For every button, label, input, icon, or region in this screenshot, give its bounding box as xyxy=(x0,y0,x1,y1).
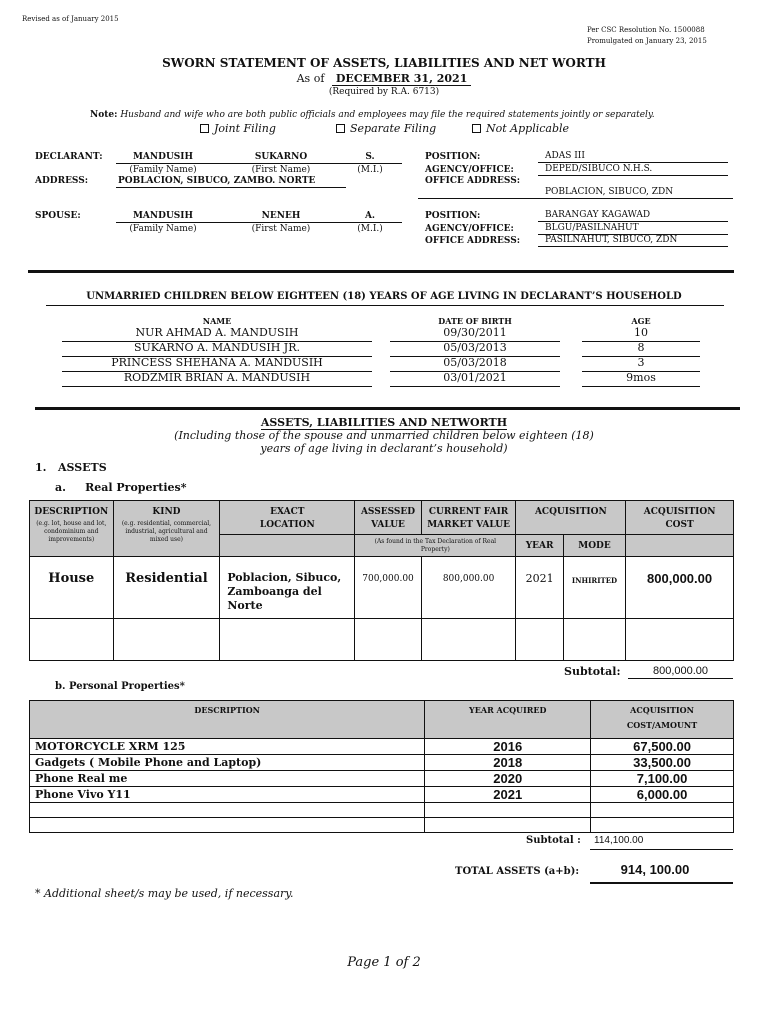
personal-subtotal-value: 114,100.00 xyxy=(594,835,644,846)
real-header-cost-1: ACQUISITION xyxy=(643,507,716,517)
spouse-office-address: PASILNAHUT, SIBUCO, ZDN xyxy=(545,235,678,245)
child-row-rule xyxy=(390,386,560,387)
child-age: 10 xyxy=(634,326,648,339)
joint-filing-option[interactable] xyxy=(200,122,276,135)
real-mode: INHIRITED xyxy=(563,557,625,619)
child-name: SUKARNO A. MANDUSIH JR. xyxy=(134,341,300,354)
real-header-location-1: EXACT xyxy=(270,507,305,517)
real-header-kind xyxy=(113,501,220,557)
empty-cell xyxy=(30,619,114,661)
as-of-label: As of xyxy=(296,72,325,85)
personal-desc: Phone Vivo Y11 xyxy=(30,787,425,803)
separate-filing-option[interactable] xyxy=(336,122,436,135)
office-address-underline xyxy=(418,198,733,199)
personal-row xyxy=(30,771,734,787)
children-col-name: NAME xyxy=(202,316,232,326)
personal-cost: 7,100.00 xyxy=(591,771,734,787)
personal-row xyxy=(30,739,734,755)
joint-filing-checkbox[interactable] xyxy=(200,124,209,133)
note-text: Husband and wife who are both public officials and employees may file the required statements jointly or separately. xyxy=(120,110,655,120)
real-row-1 xyxy=(30,557,734,619)
aln-sub1: (Including those of the spouse and unmarried children below eighteen (18) xyxy=(174,429,594,442)
note-label: Note: xyxy=(90,110,118,120)
real-header-location xyxy=(220,501,355,535)
children-col-age: AGE xyxy=(631,316,651,326)
spouse-first-name: NENEH xyxy=(261,211,301,221)
children-col-dob: DATE OF BIRTH xyxy=(438,316,512,326)
aln-sub2: years of age living in declarant’s household) xyxy=(260,442,508,455)
empty-cell xyxy=(30,803,425,818)
personal-cost: 6,000.00 xyxy=(591,787,734,803)
declarant-family-name: MANDUSIH xyxy=(132,152,194,162)
child-age: 9mos xyxy=(626,371,656,384)
not-applicable-label: Not Applicable xyxy=(486,122,570,135)
spouse-family-caption: (Family Name) xyxy=(129,224,197,234)
declarant-address: POBLACION, SIBUCO, ZAMBO. NORTE xyxy=(118,176,316,186)
page-number: Page 1 of 2 xyxy=(347,955,421,970)
assets-label: 1. ASSETS xyxy=(35,461,107,474)
total-assets-label: TOTAL ASSETS (a+b): xyxy=(455,866,580,877)
real-subtotal-underline xyxy=(628,678,733,679)
real-year: 2021 xyxy=(516,557,563,619)
empty-cell xyxy=(421,619,516,661)
real-header-mode: MODE xyxy=(563,535,625,557)
real-header-location-2: LOCATION xyxy=(259,520,315,530)
real-header-description xyxy=(30,501,114,557)
empty-cell xyxy=(626,619,734,661)
empty-cell xyxy=(355,619,421,661)
child-name: PRINCESS SHEHANA A. MANDUSIH xyxy=(111,356,323,369)
declarant-mi-caption: (M.I.) xyxy=(357,165,383,175)
empty-cell xyxy=(591,818,734,833)
declarant-position: ADAS III xyxy=(545,151,585,161)
empty-cell xyxy=(591,803,734,818)
real-location: Poblacion, Sibuco, Zamboanga del Norte xyxy=(220,557,355,619)
spouse-family-name: MANDUSIH xyxy=(132,211,194,221)
section-divider-1 xyxy=(28,270,734,273)
child-name: RODZMIR BRIAN A. MANDUSIH xyxy=(123,371,311,384)
child-dob: 05/03/2018 xyxy=(443,356,507,369)
real-header-cost-blank xyxy=(626,535,734,557)
personal-cost: 33,500.00 xyxy=(591,755,734,771)
spouse-position-underline xyxy=(538,221,728,222)
empty-cell xyxy=(113,619,220,661)
not-applicable-checkbox[interactable] xyxy=(472,124,481,133)
real-header-fmv xyxy=(421,501,516,535)
real-header-assessed xyxy=(355,501,421,535)
note-line xyxy=(90,110,655,120)
personal-row-empty xyxy=(30,803,734,818)
child-dob: 03/01/2021 xyxy=(443,371,507,384)
personal-cost: 67,500.00 xyxy=(591,739,734,755)
agency-label: AGENCY/OFFICE: xyxy=(425,165,514,175)
not-applicable-option[interactable] xyxy=(472,122,569,135)
spouse-agency-label: AGENCY/OFFICE: xyxy=(425,224,514,234)
real-fmv: 800,000.00 xyxy=(421,557,516,619)
real-properties-label: a. Real Properties* xyxy=(55,481,187,494)
personal-row-empty xyxy=(30,818,734,833)
real-header-description-label: DESCRIPTION xyxy=(34,507,109,517)
personal-row xyxy=(30,755,734,771)
child-age: 3 xyxy=(637,356,645,369)
empty-cell xyxy=(220,619,355,661)
child-row-rule xyxy=(62,386,372,387)
personal-row xyxy=(30,787,734,803)
position-underline xyxy=(538,162,728,163)
personal-properties-table xyxy=(29,700,734,833)
personal-subtotal-underline xyxy=(590,849,733,850)
position-label: POSITION: xyxy=(425,152,481,162)
real-kind: Residential xyxy=(113,557,220,619)
real-assessed: 700,000.00 xyxy=(355,557,421,619)
section-divider-2 xyxy=(35,407,740,410)
address-label: ADDRESS: xyxy=(35,176,89,186)
personal-year: 2018 xyxy=(425,755,591,771)
real-header-kind-sub: (e.g. residential, commercial, industrial, agricultural and mixed use) xyxy=(121,520,212,543)
required-by: (Required by R.A. 6713) xyxy=(328,87,440,97)
real-header-year: YEAR xyxy=(516,535,563,557)
personal-year: 2020 xyxy=(425,771,591,787)
real-header-fmv-1: CURRENT FAIR xyxy=(428,507,509,517)
personal-header-cost-2: COST/AMOUNT xyxy=(626,720,698,730)
declarant-mi: S. xyxy=(365,152,375,162)
declarant-label: DECLARANT: xyxy=(35,152,103,162)
real-header-assessed-2: VALUE xyxy=(371,520,405,530)
real-header-acquisition xyxy=(516,501,626,535)
real-header-cost xyxy=(626,501,734,535)
separate-filing-label: Separate Filing xyxy=(350,122,437,135)
real-header-acquisition-label: ACQUISITION xyxy=(534,507,607,517)
declarant-agency: DEPED/SIBUCO N.H.S. xyxy=(545,164,653,174)
spouse-office-underline xyxy=(538,246,728,247)
real-desc: House xyxy=(30,557,114,619)
total-assets-value: 914, 100.00 xyxy=(620,862,690,877)
real-header-cost-2: COST xyxy=(665,520,694,530)
joint-filing-label: Joint Filing xyxy=(214,122,276,135)
form-title: SWORN STATEMENT OF ASSETS, LIABILITIES AND NET WORTH xyxy=(162,56,606,70)
children-heading-underline xyxy=(46,305,724,306)
real-row-empty xyxy=(30,619,734,661)
separate-filing-checkbox[interactable] xyxy=(336,124,345,133)
spouse-name-underline xyxy=(116,222,402,223)
empty-cell xyxy=(425,803,591,818)
declarant-office-address: POBLACION, SIBUCO, ZDN xyxy=(545,187,674,197)
spouse-position-label: POSITION: xyxy=(425,211,481,221)
real-header-description-sub: (e.g. lot, house and lot, condominium and improvements) xyxy=(36,520,107,543)
agency-underline xyxy=(538,175,728,176)
child-dob: 05/03/2013 xyxy=(443,341,507,354)
total-underline xyxy=(590,882,733,884)
children-heading: UNMARRIED CHILDREN BELOW EIGHTEEN (18) YEARS OF AGE LIVING IN DECLARANT’S HOUSEHOLD xyxy=(86,291,682,302)
personal-header-description: DESCRIPTION xyxy=(30,701,425,739)
personal-year: 2016 xyxy=(425,739,591,755)
child-row-rule xyxy=(582,386,700,387)
spouse-mi-caption: (M.I.) xyxy=(357,224,383,234)
spouse-mi: A. xyxy=(364,211,376,221)
spouse-office-label: OFFICE ADDRESS: xyxy=(425,236,521,246)
real-header-location-blank xyxy=(220,535,355,557)
additional-sheet-note: * Additional sheet/s may be used, if necessary. xyxy=(35,887,294,900)
empty-cell xyxy=(516,619,563,661)
personal-properties-label: b. Personal Properties* xyxy=(55,681,185,692)
real-header-assessed-1: ASSESSED xyxy=(360,507,416,517)
aln-heading-text: ASSETS, LIABILITIES AND NETWORTH xyxy=(260,416,508,429)
personal-desc: MOTORCYCLE XRM 125 xyxy=(30,739,425,755)
real-header-kind-label: KIND xyxy=(152,507,181,517)
real-cost: 800,000.00 xyxy=(626,557,734,619)
as-of-date: DECEMBER 31, 2021 xyxy=(332,72,471,86)
spouse-first-caption: (First Name) xyxy=(251,224,311,234)
empty-cell xyxy=(30,818,425,833)
declarant-family-caption: (Family Name) xyxy=(129,165,197,175)
personal-header-year: YEAR ACQUIRED xyxy=(425,701,591,739)
real-subtotal-label: Subtotal: xyxy=(564,665,621,678)
personal-year: 2021 xyxy=(425,787,591,803)
real-subtotal-value: 800,000.00 xyxy=(652,665,709,677)
personal-header-cost xyxy=(591,701,734,739)
promulgated-date: Promulgated on January 23, 2015 xyxy=(587,37,707,45)
personal-desc: Gadgets ( Mobile Phone and Laptop) xyxy=(30,755,425,771)
personal-header-cost-1: ACQUISITION xyxy=(630,705,694,715)
spouse-label: SPOUSE: xyxy=(35,211,81,221)
spouse-position: BARANGAY KAGAWAD xyxy=(545,210,651,220)
real-properties-table xyxy=(29,500,734,661)
child-age: 8 xyxy=(637,341,645,354)
declarant-first-name: SUKARNO xyxy=(254,152,308,162)
revised-note: Revised as of January 2015 xyxy=(22,15,119,23)
child-name: NUR AHMAD A. MANDUSIH xyxy=(135,326,299,339)
personal-subtotal-label: Subtotal : xyxy=(526,835,581,846)
declarant-name-underline xyxy=(116,163,402,164)
as-of-line xyxy=(0,72,768,86)
empty-cell xyxy=(563,619,625,661)
spouse-agency: BLGU/PASILNAHUT xyxy=(545,223,639,233)
declarant-first-caption: (First Name) xyxy=(251,165,311,175)
real-header-tax-note-text: (As found in the Tax Declaration of Real Property) xyxy=(374,537,497,553)
real-header-tax-note xyxy=(355,535,516,557)
address-underline xyxy=(116,187,346,188)
real-header-fmv-2: MARKET VALUE xyxy=(427,520,510,530)
office-address-label: OFFICE ADDRESS: xyxy=(425,176,521,186)
csc-resolution: Per CSC Resolution No. 1500088 xyxy=(587,26,705,34)
child-dob: 09/30/2011 xyxy=(443,326,507,339)
personal-desc: Phone Real me xyxy=(30,771,425,787)
aln-heading xyxy=(0,416,768,429)
empty-cell xyxy=(425,818,591,833)
